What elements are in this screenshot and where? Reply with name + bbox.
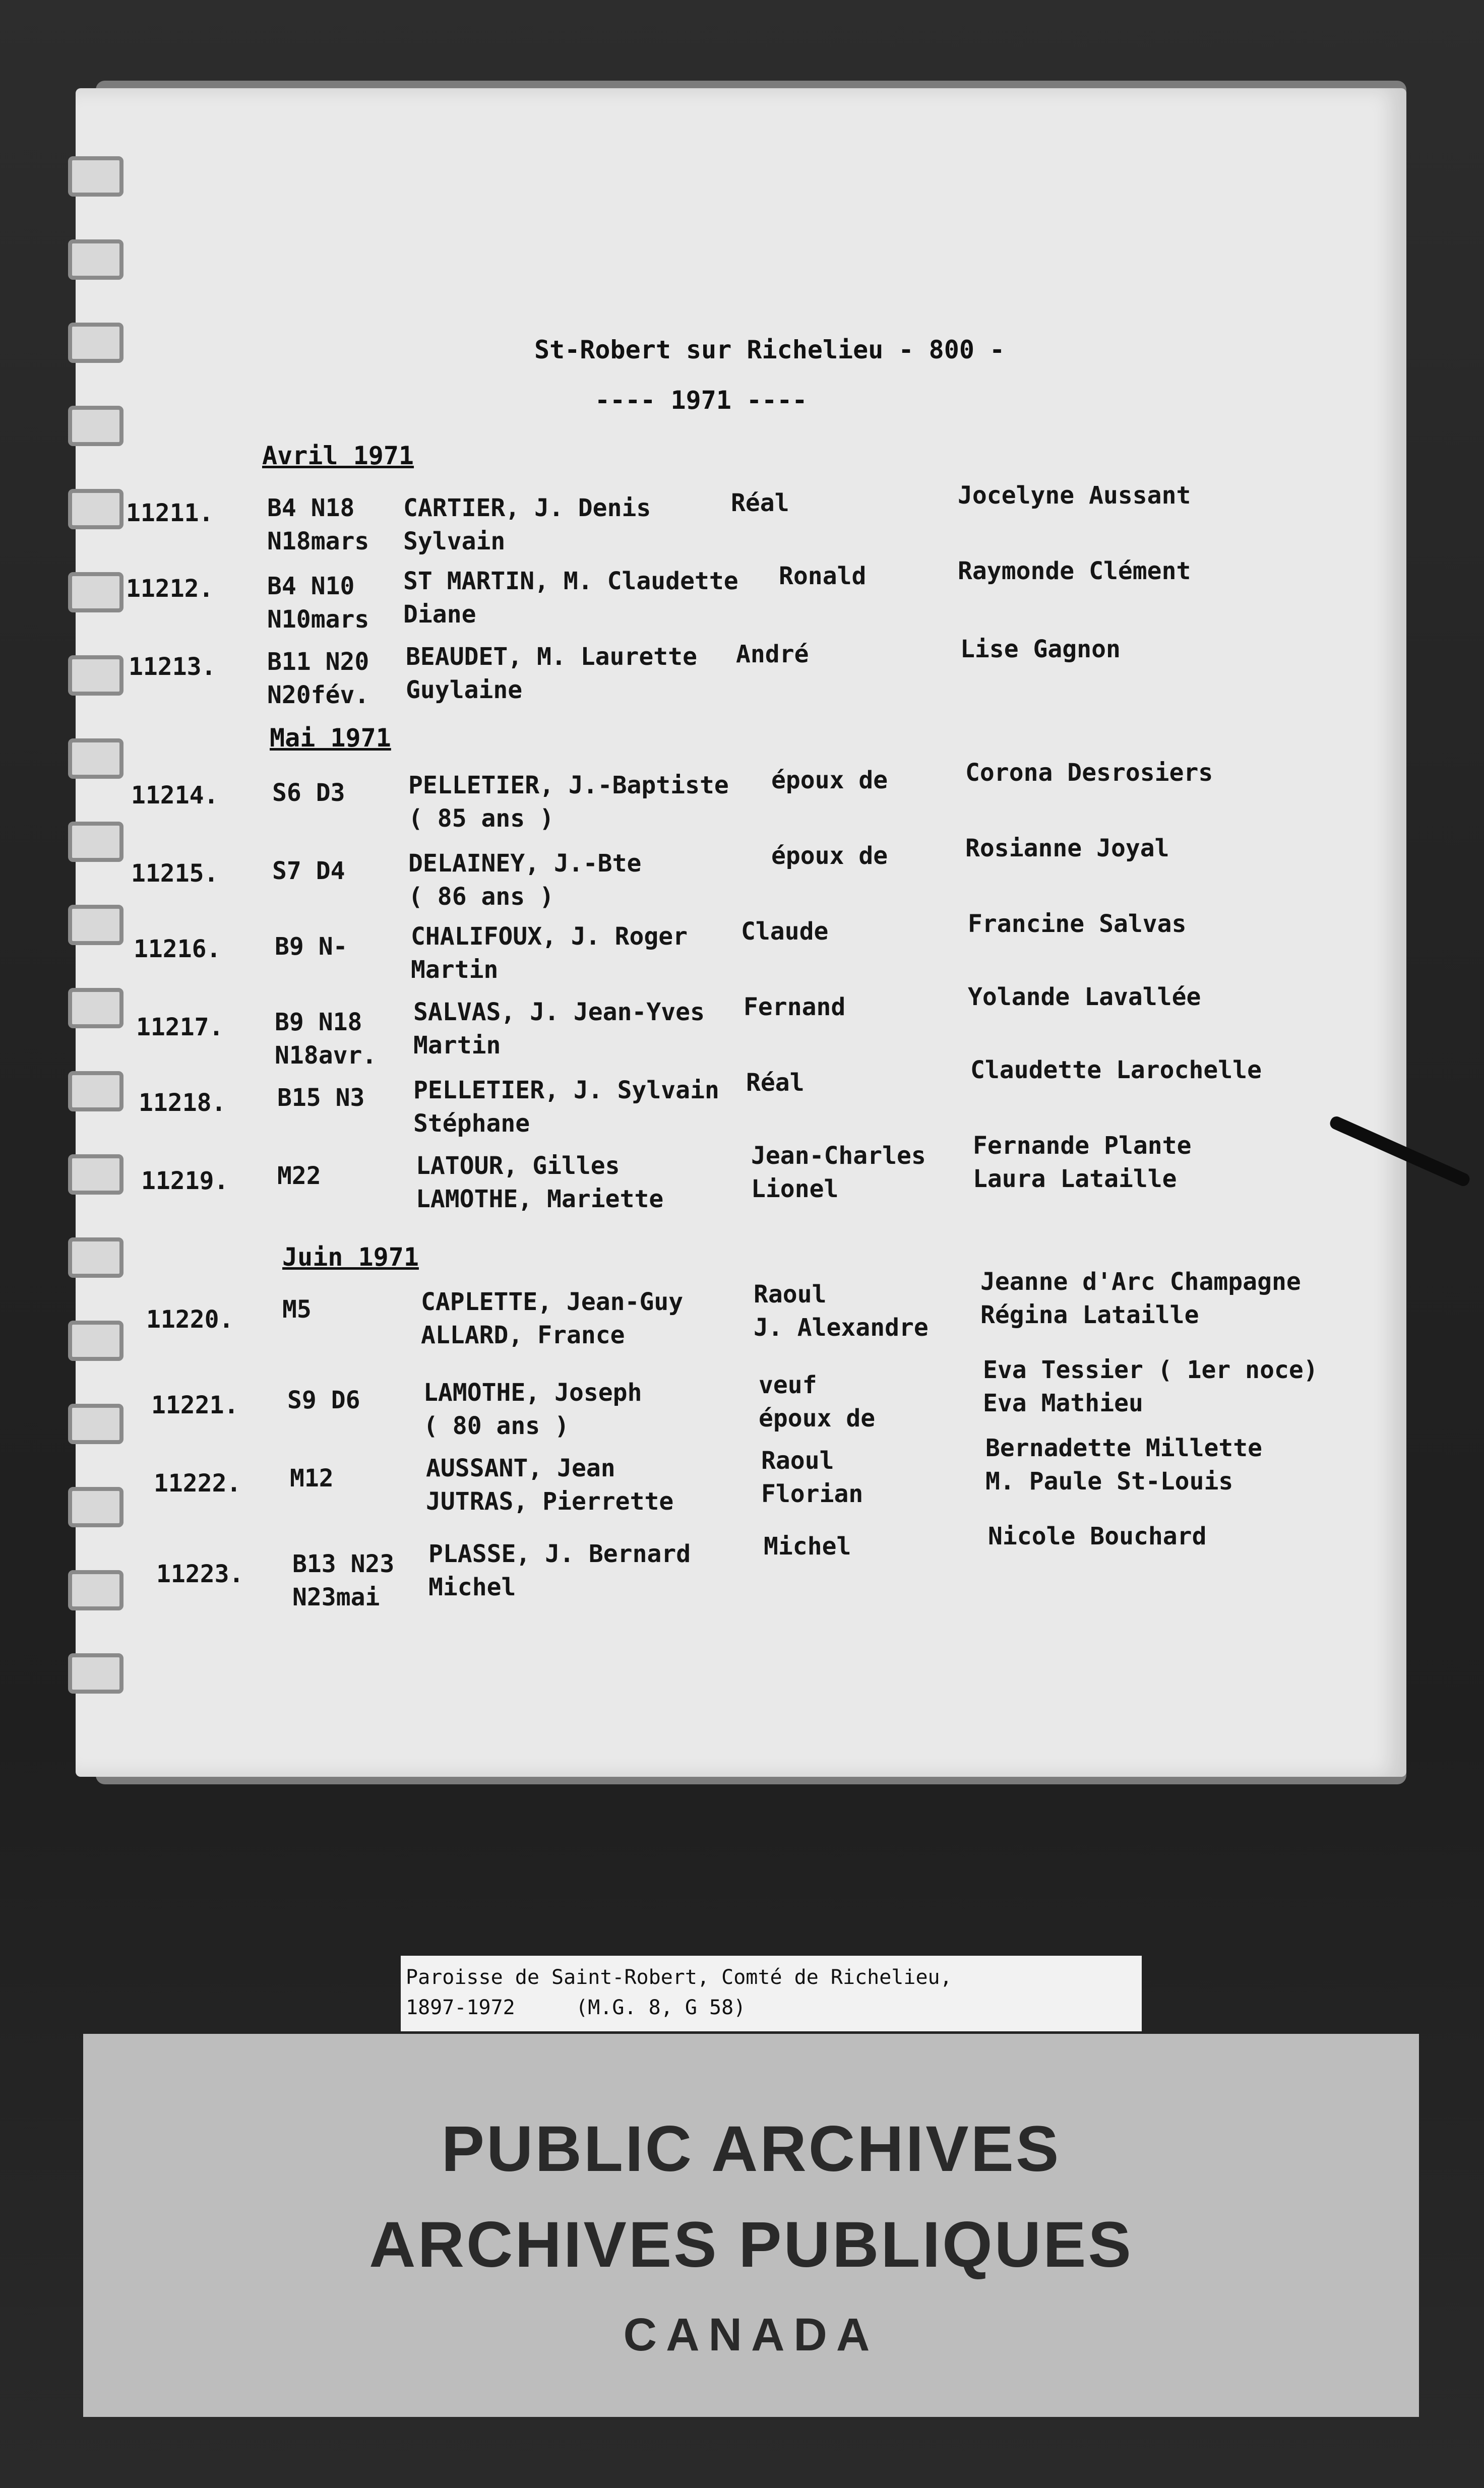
binding-ring — [68, 655, 123, 696]
archives-card-french: ARCHIVES PUBLIQUES — [369, 2209, 1133, 2281]
binding-ring — [68, 156, 123, 197]
record-name: PELLETIER, J.-Baptiste ( 85 ans ) — [408, 771, 729, 833]
record-mother: Yolande Lavallée — [968, 983, 1201, 1011]
record-mother: Jocelyne Aussant — [958, 481, 1191, 510]
binding-ring — [68, 239, 123, 280]
record-code: B13 N23 N23mai — [292, 1550, 395, 1611]
archives-card-country: CANADA — [623, 2309, 879, 2360]
record-code: S7 D4 — [272, 857, 345, 885]
binding-ring — [68, 1154, 123, 1195]
binding-ring — [68, 1570, 123, 1610]
record-mother: Raymonde Clément — [958, 557, 1191, 585]
record-number: 11213. — [129, 653, 216, 681]
record-number: 11223. — [156, 1560, 244, 1588]
record-mother: Bernadette Millette M. Paule St-Louis — [985, 1434, 1263, 1496]
record-father: Raoul J. Alexandre — [754, 1280, 929, 1342]
record-name: CARTIER, J. Denis Sylvain — [403, 494, 651, 555]
record-code: M22 — [277, 1162, 321, 1190]
archives-card-english: PUBLIC ARCHIVES — [441, 2113, 1061, 2185]
record-father: Fernand — [744, 993, 846, 1021]
record-code: B11 N20 N20fév. — [267, 648, 369, 709]
record-number: 11218. — [139, 1089, 226, 1117]
record-name: SALVAS, J. Jean-Yves Martin — [413, 998, 705, 1060]
record-code: B9 N18 N18avr. — [275, 1008, 377, 1070]
binding-ring — [68, 406, 123, 446]
record-number: 11217. — [136, 1013, 224, 1041]
month-heading-avril: Avril 1971 — [262, 441, 414, 470]
record-name: CHALIFOUX, J. Roger Martin — [411, 922, 688, 984]
record-father: Michel — [764, 1532, 851, 1561]
record-father: Raoul Florian — [761, 1447, 863, 1508]
month-heading-juin: Juin 1971 — [282, 1242, 419, 1272]
binding-ring — [68, 988, 123, 1028]
record-father: Claude — [741, 917, 829, 946]
record-number: 11221. — [151, 1391, 239, 1419]
record-mother: Nicole Bouchard — [988, 1522, 1207, 1550]
binding-ring — [68, 1653, 123, 1694]
record-name: AUSSANT, Jean JUTRAS, Pierrette — [426, 1454, 674, 1516]
record-father: André — [736, 640, 809, 668]
record-code: B15 N3 — [277, 1084, 365, 1112]
record-father: époux de — [771, 842, 888, 870]
record-name: BEAUDET, M. Laurette Guylaine — [406, 643, 697, 704]
binding-ring — [68, 323, 123, 363]
binding-ring — [68, 1404, 123, 1444]
record-mother: Corona Desrosiers — [965, 759, 1213, 787]
record-mother: Lise Gagnon — [960, 635, 1121, 663]
binding-ring — [68, 822, 123, 862]
record-number: 11212. — [126, 575, 214, 603]
register-title: St-Robert sur Richelieu - 800 - — [534, 335, 1005, 364]
binding-ring — [68, 1321, 123, 1361]
archive-label-line: 1897-1972 (M.G. 8, G 58) — [406, 1996, 746, 2019]
record-father: veuf époux de — [759, 1371, 876, 1433]
record-mother: Claudette Larochelle — [970, 1056, 1262, 1084]
record-name: DELAINEY, J.-Bte ( 86 ans ) — [408, 849, 642, 911]
record-code: S9 D6 — [287, 1386, 360, 1414]
record-code: M12 — [290, 1464, 334, 1492]
month-heading-mai: Mai 1971 — [270, 723, 391, 753]
binding-ring — [68, 572, 123, 612]
archive-label — [401, 1956, 1142, 2031]
record-number: 11219. — [141, 1167, 229, 1195]
binding-ring — [68, 738, 123, 779]
record-father: Jean-Charles Lionel — [751, 1142, 926, 1203]
record-code: B9 N- — [275, 932, 348, 961]
record-name: PLASSE, J. Bernard Michel — [428, 1540, 691, 1601]
record-father: Réal — [731, 489, 789, 517]
record-code: M5 — [282, 1295, 312, 1324]
record-number: 11215. — [131, 859, 219, 888]
record-mother: Rosianne Joyal — [965, 834, 1169, 862]
binding-ring — [68, 1487, 123, 1527]
record-number: 11220. — [146, 1305, 234, 1334]
archives-card — [83, 2034, 1419, 2417]
record-name: CAPLETTE, Jean-Guy ALLARD, France — [421, 1288, 684, 1349]
binding-ring — [68, 1071, 123, 1111]
record-name: LAMOTHE, Joseph ( 80 ans ) — [423, 1379, 642, 1440]
register-year: ---- 1971 ---- — [595, 386, 808, 415]
record-father: Ronald — [779, 562, 867, 590]
record-number: 11216. — [134, 935, 221, 963]
record-mother: Francine Salvas — [968, 910, 1187, 938]
record-mother: Eva Tessier ( 1er noce) Eva Mathieu — [983, 1356, 1318, 1417]
record-code: B4 N18 N18mars — [267, 494, 369, 555]
record-father: époux de — [771, 766, 888, 794]
record-mother: Jeanne d'Arc Champagne Régina Lataille — [980, 1268, 1301, 1329]
binding-ring — [68, 1237, 123, 1278]
record-father: Réal — [746, 1069, 805, 1097]
record-mother: Fernande Plante Laura Lataille — [973, 1132, 1192, 1193]
record-number: 11222. — [154, 1469, 241, 1498]
binding-ring — [68, 489, 123, 529]
record-name: PELLETIER, J. Sylvain Stéphane — [413, 1076, 719, 1138]
record-code: S6 D3 — [272, 779, 345, 807]
archive-label-line: Paroisse de Saint-Robert, Comté de Richelieu, — [406, 1966, 952, 1989]
record-name: LATOUR, Gilles LAMOTHE, Mariette — [416, 1152, 664, 1213]
binding-ring — [68, 905, 123, 945]
record-number: 11214. — [131, 781, 219, 810]
record-code: B4 N10 N10mars — [267, 572, 369, 634]
record-name: ST MARTIN, M. Claudette Diane — [403, 567, 738, 629]
record-number: 11211. — [126, 499, 214, 527]
